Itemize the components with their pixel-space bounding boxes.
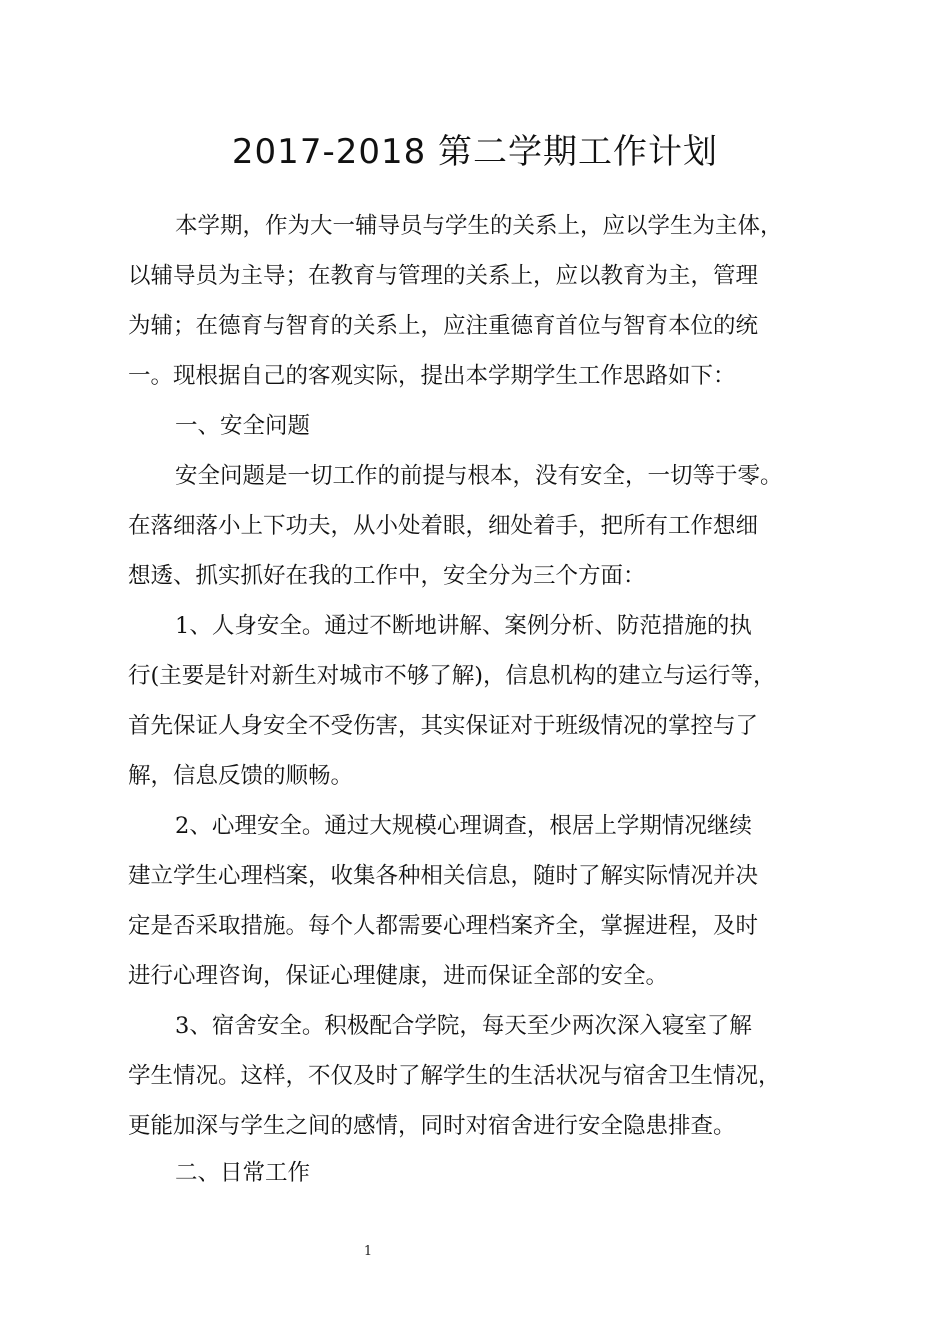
personal-safety-line: 行(主要是针对新生对城市不够了解)，信息机构的建立与运行等， — [128, 663, 776, 689]
intro-line: 以辅导员为主导；在教育与管理的关系上，应以教育为主，管理 — [128, 263, 759, 289]
mental-safety-line: 建立学生心理档案，收集各种相关信息，随时了解实际情况并决 — [128, 863, 759, 889]
mental-safety-line: 2、心理安全。通过大规模心理调查，根居上学期情况继续 — [175, 813, 752, 839]
document-title: 2017-2018 第二学期工作计划 — [231, 132, 719, 172]
intro-line: 一。现根据自己的客观实际，提出本学期学生工作思路如下： — [128, 363, 736, 389]
section-heading-safety: 一、安全问题 — [175, 413, 311, 439]
page-number: 1 — [363, 1244, 373, 1259]
personal-safety-line: 解，信息反馈的顺畅。 — [128, 763, 354, 789]
dorm-safety-line: 更能加深与学生之间的感情，同时对宿舍进行安全隐患排查。 — [128, 1113, 736, 1139]
safety-paragraph-line: 安全问题是一切工作的前提与根本，没有安全，一切等于零。 — [175, 463, 783, 489]
dorm-safety-line: 3、宿舍安全。积极配合学院，每天至少两次深入寝室了解 — [175, 1013, 752, 1039]
safety-paragraph-line: 想透、抓实抓好在我的工作中，安全分为三个方面： — [128, 563, 646, 589]
intro-line: 为辅；在德育与智育的关系上，应注重德育首位与智育本位的统 — [128, 313, 759, 339]
dorm-safety-line: 学生情况。这样，不仅及时了解学生的生活状况与宿舍卫生情况， — [128, 1063, 781, 1089]
personal-safety-line: 首先保证人身安全不受伤害，其实保证对于班级情况的掌控与了 — [128, 713, 759, 739]
safety-paragraph-line: 在落细落小上下功夫，从小处着眼，细处着手，把所有工作想细 — [128, 513, 759, 539]
personal-safety-line: 1、人身安全。通过不断地讲解、案例分析、防范措施的执 — [175, 613, 752, 639]
section-heading-daily-work: 二、日常工作 — [175, 1160, 311, 1186]
mental-safety-line: 定是否采取措施。每个人都需要心理档案齐全，掌握进程，及时 — [128, 913, 759, 939]
mental-safety-line: 进行心理咨询，保证心理健康，进而保证全部的安全。 — [128, 963, 669, 989]
intro-line: 本学期，作为大一辅导员与学生的关系上，应以学生为主体， — [175, 213, 783, 239]
